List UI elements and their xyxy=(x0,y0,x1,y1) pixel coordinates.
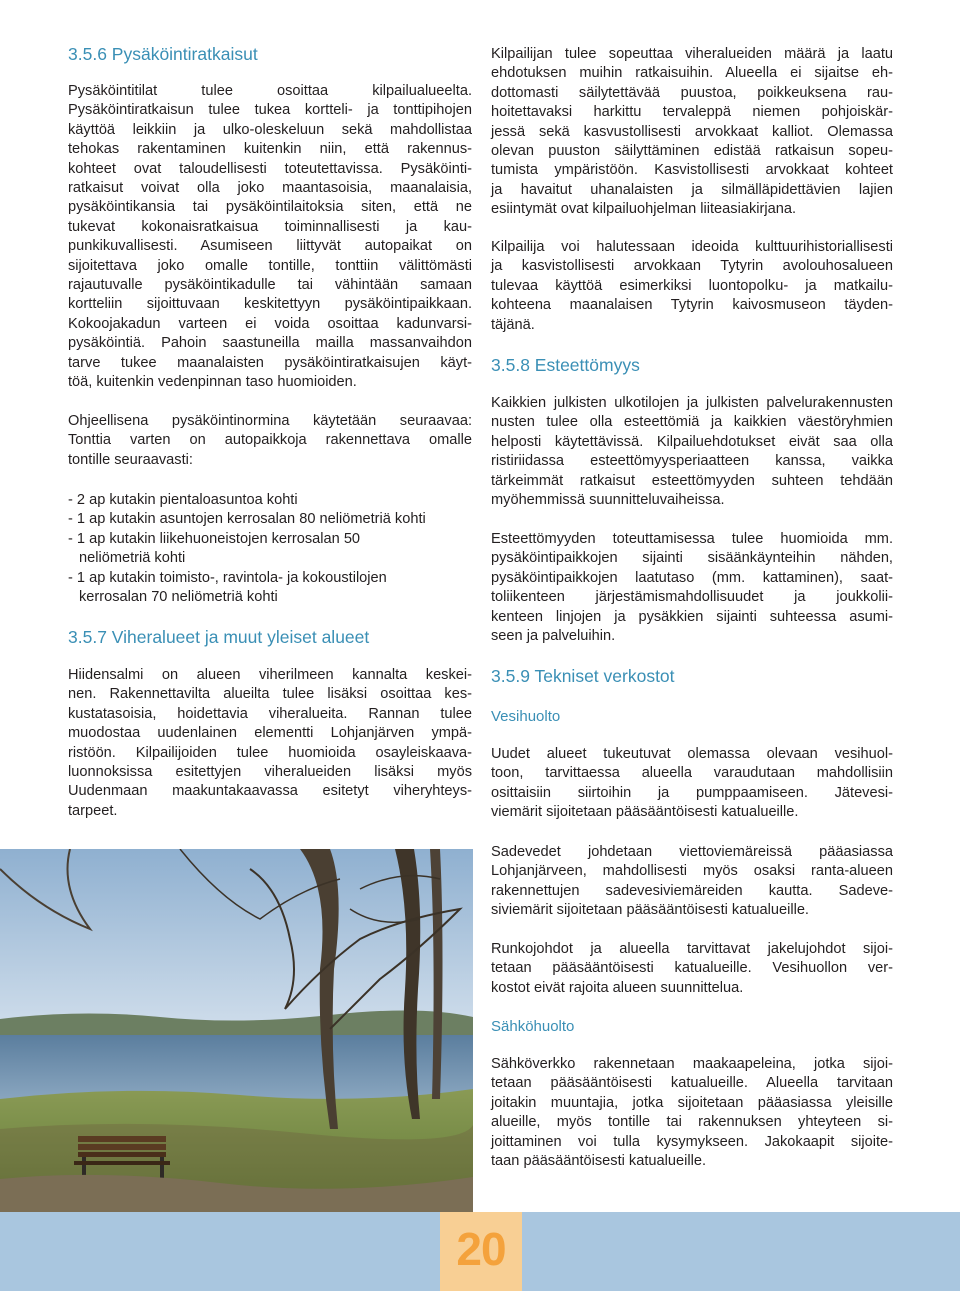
page-number: 20 xyxy=(456,1223,506,1275)
text-line: käyttöä leikkiin ja ulko-oleskeluun sekä mahdollistaa xyxy=(68,121,472,138)
text-line: Tonttia varten on autopaikkoja rakennettava omalle xyxy=(68,432,472,449)
text-line: kortteliin sijoittuvaan keskitettyyn pysäköintipaikkaan. xyxy=(68,296,472,313)
paragraph-esteettomyys xyxy=(491,394,893,510)
heading-viheralueet: 3.5.7 Viheralueet ja muut yleiset alueet xyxy=(68,627,370,647)
text-line: Sadevedet johdetaan viettoviemäreissä pääasiassa xyxy=(491,844,893,860)
text-line: Hiidensalmi on alueen viherilmeen kannalta keskei- xyxy=(68,667,472,683)
list-item: - 1 ap kutakin toimisto-, ravintola- ja kokoustilojen xyxy=(68,569,387,586)
text-line: Lohjanjärveen, mahdollisesti myös osaksi ranta-alueen xyxy=(491,863,893,880)
list-item: kerrosalan 70 neliömetriä kohti xyxy=(79,589,278,606)
text-line: tulevaa käyttöä esimerkiksi luontopolku- ja matkailu- xyxy=(491,277,893,294)
text-line: esiintymät ovat kilpailuohjelman liiteasiakirjana. xyxy=(491,201,796,218)
text-line: kohteena maanalaisen Tytyrin kaivosmuseon täyden- xyxy=(491,297,893,314)
text-line: Pysäköintitilat tulee osoittaa kilpailualueelta. xyxy=(68,83,472,99)
text-line: tehokas rakentaminen kuitenkin niin, että rakennus- xyxy=(68,141,472,158)
text-line: täjänä. xyxy=(491,316,535,333)
text-line: ja kasvistollisesti arvokkaan Tytyrin avolouhosalueen xyxy=(491,258,893,275)
text-line: Uudet alueet tukeutuvat olemassa olevaan vesihuol- xyxy=(491,746,893,762)
text-line: tontille seuraavasti: xyxy=(68,451,193,468)
text-line: muodostaa uudenlainen elementti Lohjanjärven ympä- xyxy=(68,725,472,742)
paragraph-viheralueiden-maara xyxy=(491,45,893,220)
text-line: helposti käytettävissä. Kilpailuehdotukset eivät saa olla xyxy=(491,433,893,450)
text-line: toon, tarvittaessa alueella varaudutaan mahdollisiin xyxy=(491,765,893,782)
paragraph-sahkohuolto xyxy=(491,1055,893,1171)
text-line: dottomasti säilytettävää puustoa, poikkeuksena rau- xyxy=(491,84,893,101)
heading-esteettomyys: 3.5.8 Esteettömyys xyxy=(491,355,640,375)
text-line: ristöön. Kilpailijoiden tulee huomioida osayleiskaava- xyxy=(68,744,472,761)
paragraph-runkojohdot xyxy=(491,940,893,998)
text-line: Kaikkien julkisten ulkotilojen ja julkisten palvelurakennusten xyxy=(491,395,893,411)
parking-norm-list xyxy=(68,491,472,607)
text-line: kohteet ovat taloudellisesti toteutettavissa. Pysäköinti- xyxy=(68,160,472,177)
text-line: kostot eivät rajoita alueen suunnittelua. xyxy=(491,979,744,996)
text-line: Sähköverkko rakennetaan maakaapeleina, jotka sijoi- xyxy=(491,1056,893,1072)
text-line: tarpeet. xyxy=(68,802,118,819)
text-line: alueille, myös tontille tai rakennuksen yhteyteen si- xyxy=(491,1114,893,1131)
text-line: siviemärit sijoitetaan pääsääntöisesti katualueille. xyxy=(491,902,809,919)
text-line: töä, kuitenkin vedenpinnan taso huomioiden. xyxy=(68,374,357,391)
text-line: pysäköintipaikkojen laatutaso (mm. kattaminen), saat- xyxy=(491,569,893,586)
heading-pysakointiratkaisut: 3.5.6 Pysäköintiratkaisut xyxy=(68,44,258,64)
text-line: Kilpailijan tulee sopeuttaa viheralueiden määrä ja laatu xyxy=(491,46,893,62)
text-line: ristiriidassa esteettömyysperiaatteen kanssa, vaikka xyxy=(491,453,893,470)
text-line: kenteen linjojen ja pysäkkien sijainti suhteessa asumi- xyxy=(491,608,893,625)
text-line: tetaan pääsääntöisesti katualueille. Alueella tarvitaan xyxy=(491,1075,893,1092)
text-line: pysäköintiä. Pahoin saastuneilla mailla massanvaihdon xyxy=(68,335,472,352)
lake-bench-illustration xyxy=(0,849,473,1212)
text-line: Kilpailija voi halutessaan ideoida kulttuurihistoriallisesti xyxy=(491,239,893,255)
paragraph-tytyri xyxy=(491,238,893,335)
text-line: Runkojohdot ja alueella tarvittavat jakelujohdot sijoi- xyxy=(491,941,893,957)
text-line: nen. Rakennettavilta alueilta tulee lisäksi osoittaa kes- xyxy=(68,686,472,703)
text-line: jessä sekä kasvustollisesti arvokkaat kalliot. Olemassa xyxy=(491,123,893,140)
paragraph-vesihuolto xyxy=(491,745,893,823)
text-line: Kokoojakadun varteen ei voida osoittaa kadunvarsi- xyxy=(68,315,472,332)
paragraph-esteettomyyden-toteutus xyxy=(491,530,893,646)
paragraph-sadevedet xyxy=(491,843,893,921)
text-line: tukevat kokonaisratkaisua toiminnallisesti ja kau- xyxy=(68,218,472,235)
text-line: pysäköintipaikkojen sijainti sisäänkäynteihin nähden, xyxy=(491,550,893,567)
text-line: tarve tukee maanalaisten pysäköintiratkaisujen käyt- xyxy=(68,354,472,371)
text-line: sijoitettava joko omalle tontille, tonttiin välittömästi xyxy=(68,257,472,274)
text-line: joittaminen voi tulla kysymykseen. Jakokaapit sijoite- xyxy=(491,1133,893,1150)
list-item: - 2 ap kutakin pientaloasuntoa kohti xyxy=(68,492,298,508)
text-line: rakennettujen sadevesiviemäreiden kautta. Sadeve- xyxy=(491,882,893,899)
list-item: - 1 ap kutakin asuntojen kerrosalan 80 neliömetriä kohti xyxy=(68,511,426,528)
text-line: taan pääsääntöisesti katualueille. xyxy=(491,1153,707,1170)
paragraph-pysakointinormi xyxy=(68,412,472,470)
text-line: punkikuvallisesti. Asumiseen liittyvät autopaikat on xyxy=(68,238,472,255)
text-line: seen ja palveluihin. xyxy=(491,628,616,645)
text-line: joitakin muuntajia, jotka sijoitetaan pääasiassa yleisille xyxy=(491,1094,893,1111)
text-line: Esteettömyyden toteuttamisessa tulee huomioida mm. xyxy=(491,531,893,547)
text-line: tärkeimmät ratkaisut esteettömyyden suhteen tehdään xyxy=(491,472,893,489)
text-line: toliikenteen järjestämismahdollisuudet ja joukkolii- xyxy=(491,589,893,606)
text-line: kustatasoisia, hoidettavia viheralueita. Rannan tulee xyxy=(68,705,472,722)
text-line: ja havaitut uhanalaisten ja silmälläpidettävien lajien xyxy=(491,181,893,198)
heading-tekniset-verkostot: 3.5.9 Tekniset verkostot xyxy=(491,666,675,686)
text-line: hoitettavaksi harkittu tervaleppä niemen pohjoiskär- xyxy=(491,104,893,121)
text-line: rajautuvalle pysäköintikadulle tai vähintään samaan xyxy=(68,277,472,294)
text-line: nusten tulee olla esteettömiä ja kaikkien väestöryhmien xyxy=(491,414,893,431)
text-line: Pysäköintiratkaisun tulee tukea kortteli- ja tonttipihojen xyxy=(68,102,472,119)
text-line: myöhemmissä suunnitteluvaiheissa. xyxy=(491,492,725,509)
text-line: ratkaisut voivat olla joko maantasoisia, maanalaisia, xyxy=(68,180,472,197)
paragraph-pysakointi xyxy=(68,82,472,393)
text-line: tumista ympäristöön. Kasvistollisesti arvokkaat kohteet xyxy=(491,162,893,179)
text-line: osittaisiin siirtoihin ja pumppaamiseen. Jätevesi- xyxy=(491,784,893,801)
text-line: viemärit sijoitetaan pääsääntöisesti katualueille. xyxy=(491,804,799,821)
text-line: luonnoksissa esitettyjen viheralueiden lisäksi myös xyxy=(68,764,472,781)
lake-bench-photo xyxy=(0,849,473,1212)
text-line: Ohjeellisena pysäköintinormina käytetään seuraavaa: xyxy=(68,413,472,429)
paragraph-viheralueet xyxy=(68,666,472,821)
text-line: pysäköintikansia tai pysäköintilaitoksia siten, että ne xyxy=(68,199,472,216)
list-item: - 1 ap kutakin liikehuoneistojen kerrosalan 50 xyxy=(68,530,361,547)
text-line: ehdotuksen muihin ratkaisuihin. Alueella ei sijaitse eh- xyxy=(491,65,893,82)
text-line: Uudenmaan maakuntakaavassa esitetyt viheryhteys- xyxy=(68,783,472,800)
text-line: olevan puuston säilyttäminen edistää ratkaisun sopeu- xyxy=(491,143,893,160)
subheading-sahkohuolto: Sähköhuolto xyxy=(491,1018,575,1035)
text-line: tetaan pääsääntöisesti katualueille. Vesihuollon ver- xyxy=(491,960,893,977)
subheading-vesihuolto: Vesihuolto xyxy=(491,708,561,725)
list-item: neliömetriä kohti xyxy=(79,550,186,567)
